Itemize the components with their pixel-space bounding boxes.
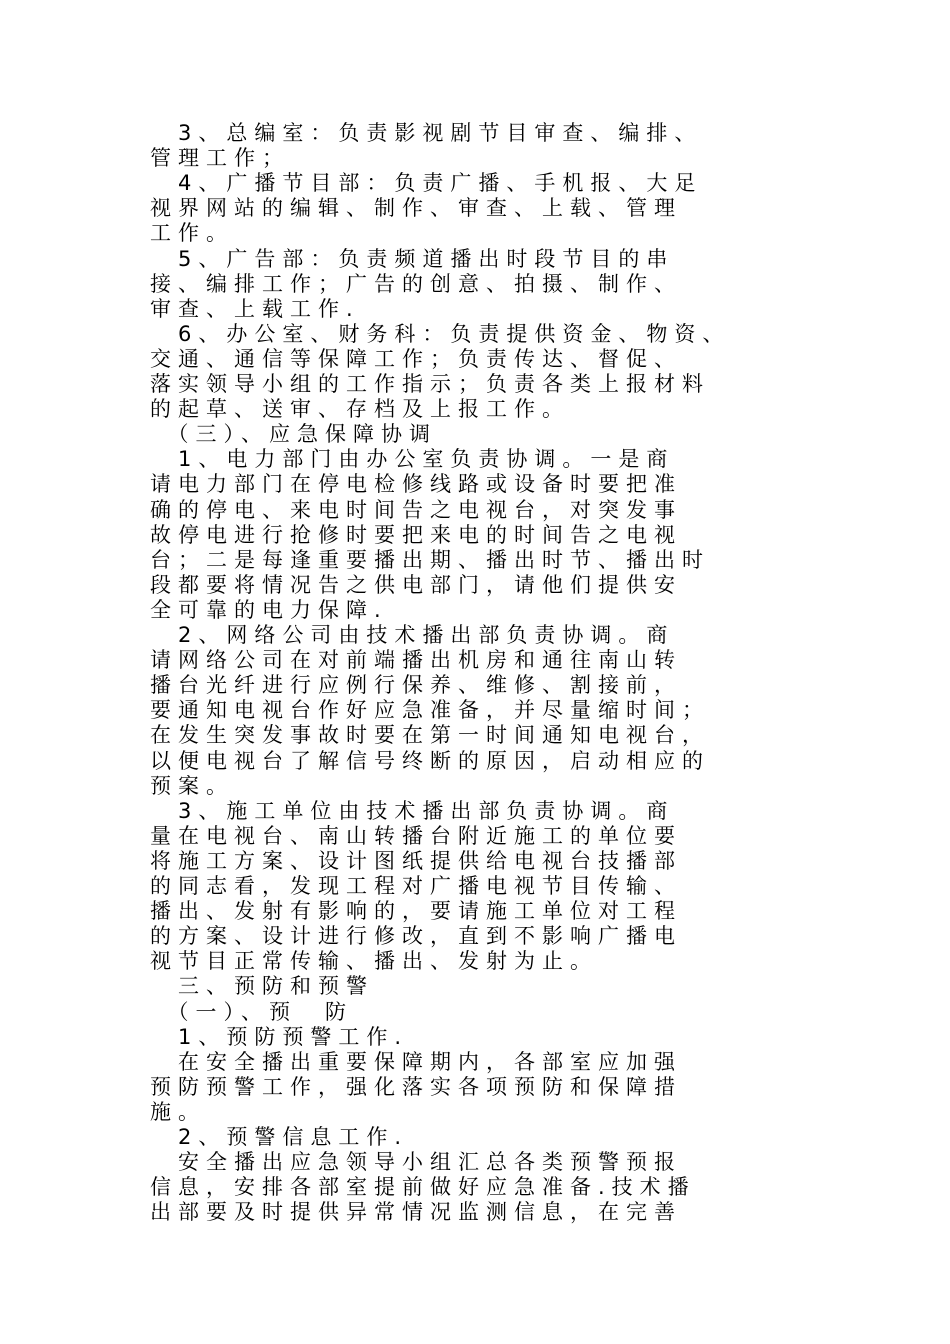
text-line: 信息，安排各部室提前做好应急准备.技术播 (150, 1175, 696, 1200)
text-line: 在安全播出重要保障期内，各部室应加强 (150, 1049, 682, 1074)
text-line: 视界网站的编辑、制作、审查、上载、管理 (150, 196, 682, 221)
text-line: 4、广播节目部：负责广播、手机报、大足 (150, 171, 703, 196)
text-line: 工作。 (150, 221, 234, 246)
text-line: 审查、上载工作. (150, 296, 360, 321)
text-line: 的同志看，发现工程对广播电视节目传输、 (150, 874, 682, 898)
text-line: 施。 (150, 1099, 206, 1124)
text-line: 故停电进行抢修时要把来电的时间告之电视 (150, 522, 682, 547)
text-line: 5、广告部：负责频道播出时段节目的串 (150, 246, 675, 271)
text-line: 落实领导小组的工作指示；负责各类上报材料 (150, 372, 710, 396)
text-line: 将施工方案、设计图纸提供给电视台技播部 (150, 848, 682, 873)
text-line: 1、电力部门由办公室负责协调。一是商 (150, 447, 675, 472)
text-line: 请电力部门在停电检修线路或设备时要把准 (150, 472, 682, 497)
text-line: 的起草、送审、存档及上报工作。 (150, 397, 570, 422)
text-line: 确的停电、来电时间告之电视台，对突发事 (150, 497, 682, 522)
text-line: 台；二是每逢重要播出期、播出时节、播出时 (150, 547, 710, 572)
text-line: 请网络公司在对前端播出机房和通往南山转 (150, 648, 682, 673)
text-line: 三、预防和预警 (150, 974, 374, 999)
text-line: 在发生突发事故时要在第一时间通知电视台， (150, 723, 710, 748)
text-line: 2、预警信息工作. (150, 1125, 409, 1149)
text-line: 要通知电视台作好应急准备，并尽量缩时间； (150, 698, 710, 723)
text-line: 2、网络公司由技术播出部负责协调。商 (150, 623, 675, 647)
text-line: 1、预防预警工作. (150, 1024, 409, 1049)
text-line: 播出、发射有影响的，要请施工单位对工程 (150, 899, 682, 924)
text-line: 交通、通信等保障工作；负责传达、督促、 (150, 346, 682, 371)
text-line: （一）、预 防 (150, 999, 353, 1024)
text-line: 预案。 (150, 773, 234, 798)
text-line: （三）、应急保障协调 (150, 422, 437, 447)
text-line: 视节目正常传输、播出、发射为止。 (150, 949, 598, 974)
text-line: 管理工作； (150, 146, 290, 171)
text-line: 以便电视台了解信号终断的原因，启动相应的 (150, 748, 710, 773)
text-line: 段都要将情况告之供电部门，请他们提供安 (150, 572, 682, 597)
text-line: 量在电视台、南山转播台附近施工的单位要 (150, 823, 682, 848)
text-line: 预防预警工作，强化落实各项预防和保障措 (150, 1074, 682, 1099)
text-line: 出部要及时提供异常情况监测信息，在完善 (150, 1200, 682, 1225)
text-line: 全可靠的电力保障. (150, 597, 388, 622)
text-line: 的方案、设计进行修改，直到不影响广播电 (150, 924, 682, 949)
text-line: 安全播出应急领导小组汇总各类预警预报 (150, 1150, 682, 1175)
text-line: 播台光纤进行应例行保养、维修、割接前， (150, 673, 682, 698)
text-line: 3、总编室：负责影视剧节目审查、编排、 (150, 121, 703, 145)
text-line: 接、编排工作；广告的创意、拍摄、制作、 (150, 271, 682, 296)
text-line: 3、施工单位由技术播出部负责协调。商 (150, 798, 675, 823)
text-line: 6、办公室、财务科：负责提供资金、物资、 (150, 321, 731, 346)
